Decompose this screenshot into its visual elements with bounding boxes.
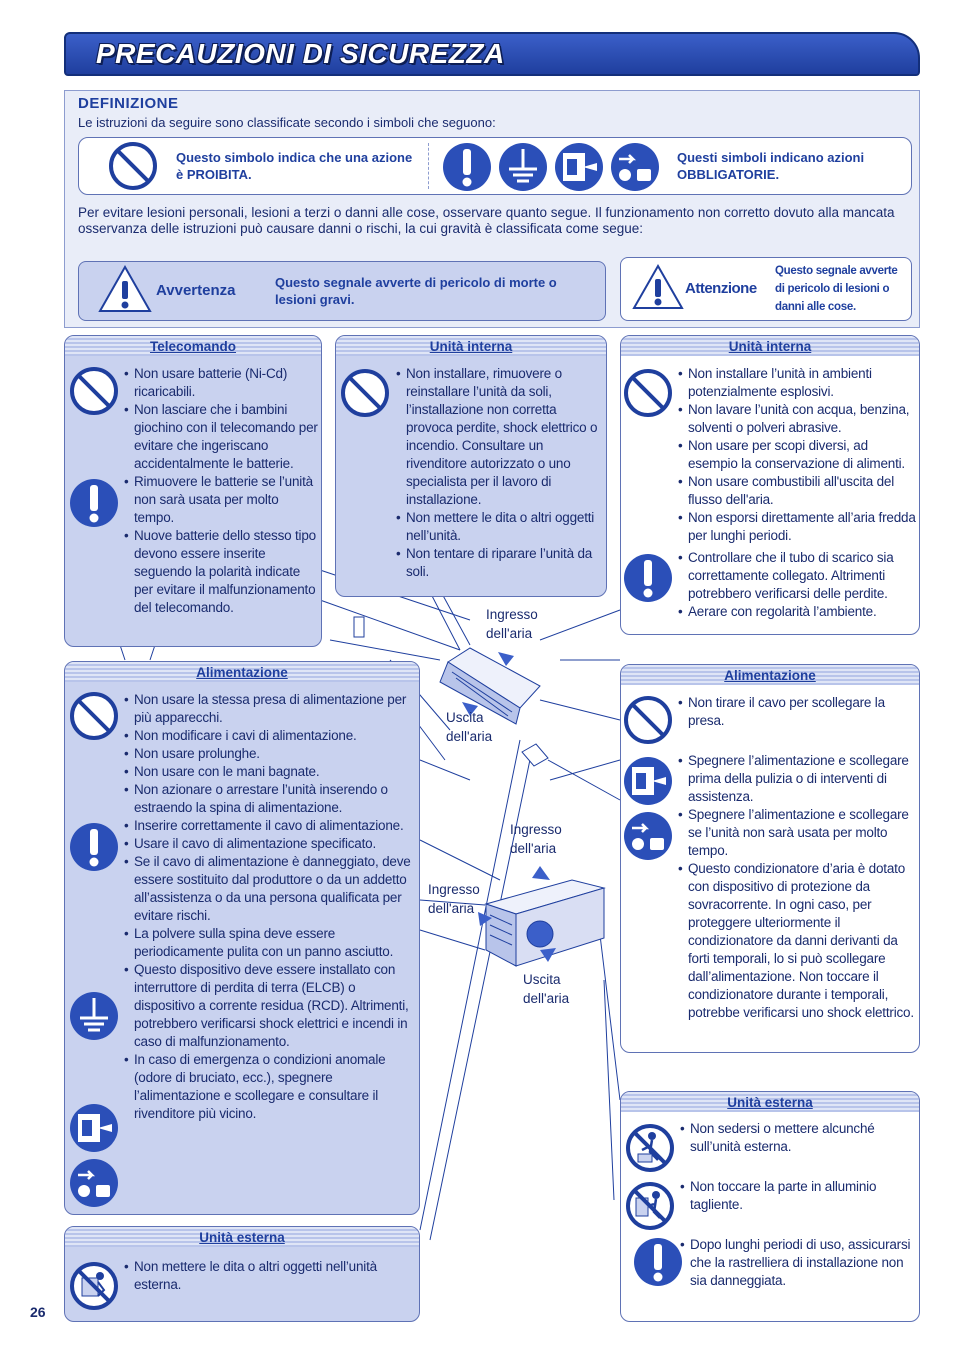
- list-item: • Aerare con regolarità l’ambiente.: [678, 603, 916, 621]
- list-item: • Spegnere l’alimentazione e scollegare se l’unità non sarà usata per molto tempo.: [678, 806, 918, 860]
- wall-socket: [522, 744, 548, 766]
- definition-heading: DEFINIZIONE: [78, 95, 179, 112]
- list-item: • Non sedersi o mettere alcunché sull’unità esterna.: [680, 1120, 916, 1156]
- prohibited-icon: [68, 690, 120, 742]
- switch-off-icon: [553, 141, 605, 193]
- panel-title: Unità esterna: [727, 1095, 813, 1110]
- caution-triangle-icon: [632, 263, 684, 311]
- list-unita-interna-caution: [678, 365, 916, 621]
- warning-label: Avvertenza: [156, 282, 236, 299]
- no-sitting-icon: [624, 1122, 676, 1174]
- symbols-divider: [428, 143, 429, 189]
- unplug-icon: [622, 810, 674, 862]
- list-item: • Questo condizionatore d’aria è dotato con dispositivo di protezione da sovracorrente. In ogni caso, per proteggere ulteriormente il condizionatore da danni derivanti da forti temporali, lo si può scollegare dall’alimentazione. Non toccare il condizionatore durante i temporali, potrebbe verificarsi uno shock elettrico.: [678, 860, 918, 1022]
- list-unita-interna-warning: [396, 365, 601, 581]
- list-item: • Non mettere le dita o altri oggetti nell’unità esterna.: [124, 1258, 409, 1294]
- mandatory-icon: [68, 477, 120, 529]
- no-touch-icon: [624, 1180, 676, 1232]
- switch-off-icon: [622, 755, 674, 807]
- list-item: • In caso di emergenza o condizioni anomale (odore di bruciato, ecc.), spegnere l’alimentazione e scollegare e consultare il rivenditore più vicino.: [124, 1051, 416, 1123]
- caution-text: Questo segnale avverte di pericolo di lesioni o danni alle cose.: [775, 265, 898, 313]
- list-item: • Non usare combustibili all'uscita del flusso dell'aria.: [678, 473, 916, 509]
- prohibited-icon: [622, 367, 674, 419]
- list-item: • Non usare con le mani bagnate.: [124, 763, 416, 781]
- list-item: • Non lavare l’unità con acqua, benzina, solventi o polveri abrasive.: [678, 401, 916, 437]
- definition-intro: Le istruzioni da seguire sono classificate secondo i simboli che seguono:: [78, 115, 496, 130]
- unplug-icon: [68, 1157, 120, 1209]
- list-item: • Non tentare di riparare l’unità da soli.: [396, 545, 601, 581]
- list-item: • Non usare per scopi diversi, ad esempio la conservazione di alimenti.: [678, 437, 916, 473]
- list-item: • Non modificare i cavi di alimentazione.: [124, 727, 416, 745]
- list-item: • Nuove batterie dello stesso tipo devono essere inserite seguendo la polarità indicate per evitare il malfunzionamento del telecomando.: [124, 527, 319, 617]
- outdoor-outlet-label: Uscita dell'aria: [523, 972, 570, 1006]
- mandatory-icon: [622, 552, 674, 604]
- caution-label: Attenzione: [685, 280, 757, 297]
- panel-title: Telecomando: [149, 339, 237, 354]
- list-item: • Non usare la stessa presa di alimentazione per più apparecchi.: [124, 691, 416, 727]
- prohibited-icon: [339, 367, 391, 419]
- mandatory-text: Questi simboli indicano azioni OBBLIGATORIE.: [677, 150, 865, 182]
- warning-text: Questo segnale avverte di pericolo di morte o lesioni gravi.: [275, 275, 557, 307]
- list-alimentazione-warning: [124, 691, 416, 1123]
- list-item: • Non usare prolunghe.: [124, 745, 416, 763]
- mandatory-icon: [632, 1236, 684, 1288]
- list-alimentazione-caution: [678, 694, 918, 1022]
- panel-title: Alimentazione: [724, 668, 816, 683]
- list-item: • Non azionare o arrestare l’unità inserendo o estraendo la spina di alimentazione.: [124, 781, 416, 817]
- list-item: • La polvere sulla spina deve essere periodicamente pulita con un panno asciutto.: [124, 925, 416, 961]
- definition-paragraph: Per evitare lesioni personali, lesioni a terzi o danni alle cose, osservare quanto segue. Il funzionamento non corretto dovuto alla mancata osservanza delle istruzioni può causare danni o rischi, la cui gravità è classificata come segue:: [78, 205, 895, 236]
- list-item: • Spegnere l’alimentazione e scollegare prima della pulizia o di interventi di assistenza.: [678, 752, 918, 806]
- list-item: • Usare il cavo di alimentazione specificato.: [124, 835, 416, 853]
- list-telecomando: [124, 365, 319, 617]
- list-item: • Non lasciare che i bambini giochino con il telecomando per evitare che ingeriscano accidentalmente le batterie.: [124, 401, 319, 473]
- list-item: • Non usare batterie (Ni-Cd) ricaricabili.: [124, 365, 319, 401]
- mandatory-icon: [441, 141, 493, 193]
- indoor-inlet-label: Ingresso dell'aria: [486, 607, 538, 641]
- list-unita-esterna-warning: [124, 1258, 409, 1294]
- panel-title: Unità interna: [728, 339, 812, 354]
- page-title: PRECAUZIONI DI SICUREZZA: [96, 38, 505, 69]
- list-item: • Se il cavo di alimentazione è danneggiato, deve essere sostituito dal produttore o da un addetto all’assistenza o da una persona qualificata per evitare rischi.: [124, 853, 416, 925]
- list-item: • Non mettere le dita o altri oggetti nell’unità.: [396, 509, 601, 545]
- list-item: • Non esporsi direttamente all’aria fredda per lunghi periodi.: [678, 509, 916, 545]
- mandatory-icon: [68, 821, 120, 873]
- list-item: • Dopo lunghi periodi di uso, assicurarsi che la rastrelliera di installazione non sia danneggiata.: [680, 1236, 916, 1290]
- list-item: • Non installare, rimuovere o reinstallare l’unità da soli, l’installazione non corretta provoca perdite, shock elettrico o incendio. Consultare un rivenditore autorizzato o uno specialista per il lavoro di installazione.: [396, 365, 601, 509]
- remote-control: [354, 617, 364, 637]
- switch-off-icon: [68, 1102, 120, 1154]
- ground-icon: [68, 990, 120, 1042]
- list-unita-esterna-caution: [680, 1120, 916, 1290]
- prohibited-icon: [622, 694, 674, 746]
- ground-icon: [497, 141, 549, 193]
- prohibited-text: Questo simbolo indica che una azione è PROIBITA.: [176, 150, 413, 182]
- list-item: • Rimuovere le batterie se l’unità non sarà usata per molto tempo.: [124, 473, 319, 527]
- list-item: • Non installare l’unità in ambienti potenzialmente esplosivi.: [678, 365, 916, 401]
- page-number: 26: [30, 1304, 46, 1320]
- panel-title: Alimentazione: [196, 665, 288, 680]
- list-item: • Controllare che il tubo di scarico sia correttamente collegato. Altrimenti potrebbero verificarsi delle perdite.: [678, 549, 916, 603]
- prohibited-icon: [68, 365, 120, 417]
- list-item: • Non tirare il cavo per scollegare la presa.: [678, 694, 918, 730]
- outdoor-inlet-top-label: Ingresso dell'aria: [510, 822, 562, 856]
- prohibited-icon: [107, 140, 159, 192]
- unplug-icon: [609, 141, 661, 193]
- list-item: • Non toccare la parte in alluminio tagliente.: [680, 1178, 916, 1214]
- no-fingers-icon: [68, 1260, 120, 1312]
- warning-triangle-icon: [98, 264, 152, 314]
- list-item: • Inserire correttamente il cavo di alimentazione.: [124, 817, 416, 835]
- outdoor-inlet-left-label: Ingresso dell'aria: [428, 882, 480, 916]
- panel-title: Unità esterna: [199, 1230, 285, 1245]
- indoor-outlet-label: Uscita dell'aria: [446, 710, 493, 744]
- panel-title: Unità interna: [429, 339, 513, 354]
- list-item: • Questo dispositivo deve essere installato con interruttore di perdita di terra (ELCB) o dispositivo a corrente residua (RCD). Altrimenti, potrebbero verificarsi shock elettrici e incendi in caso di malfunzionamento.: [124, 961, 416, 1051]
